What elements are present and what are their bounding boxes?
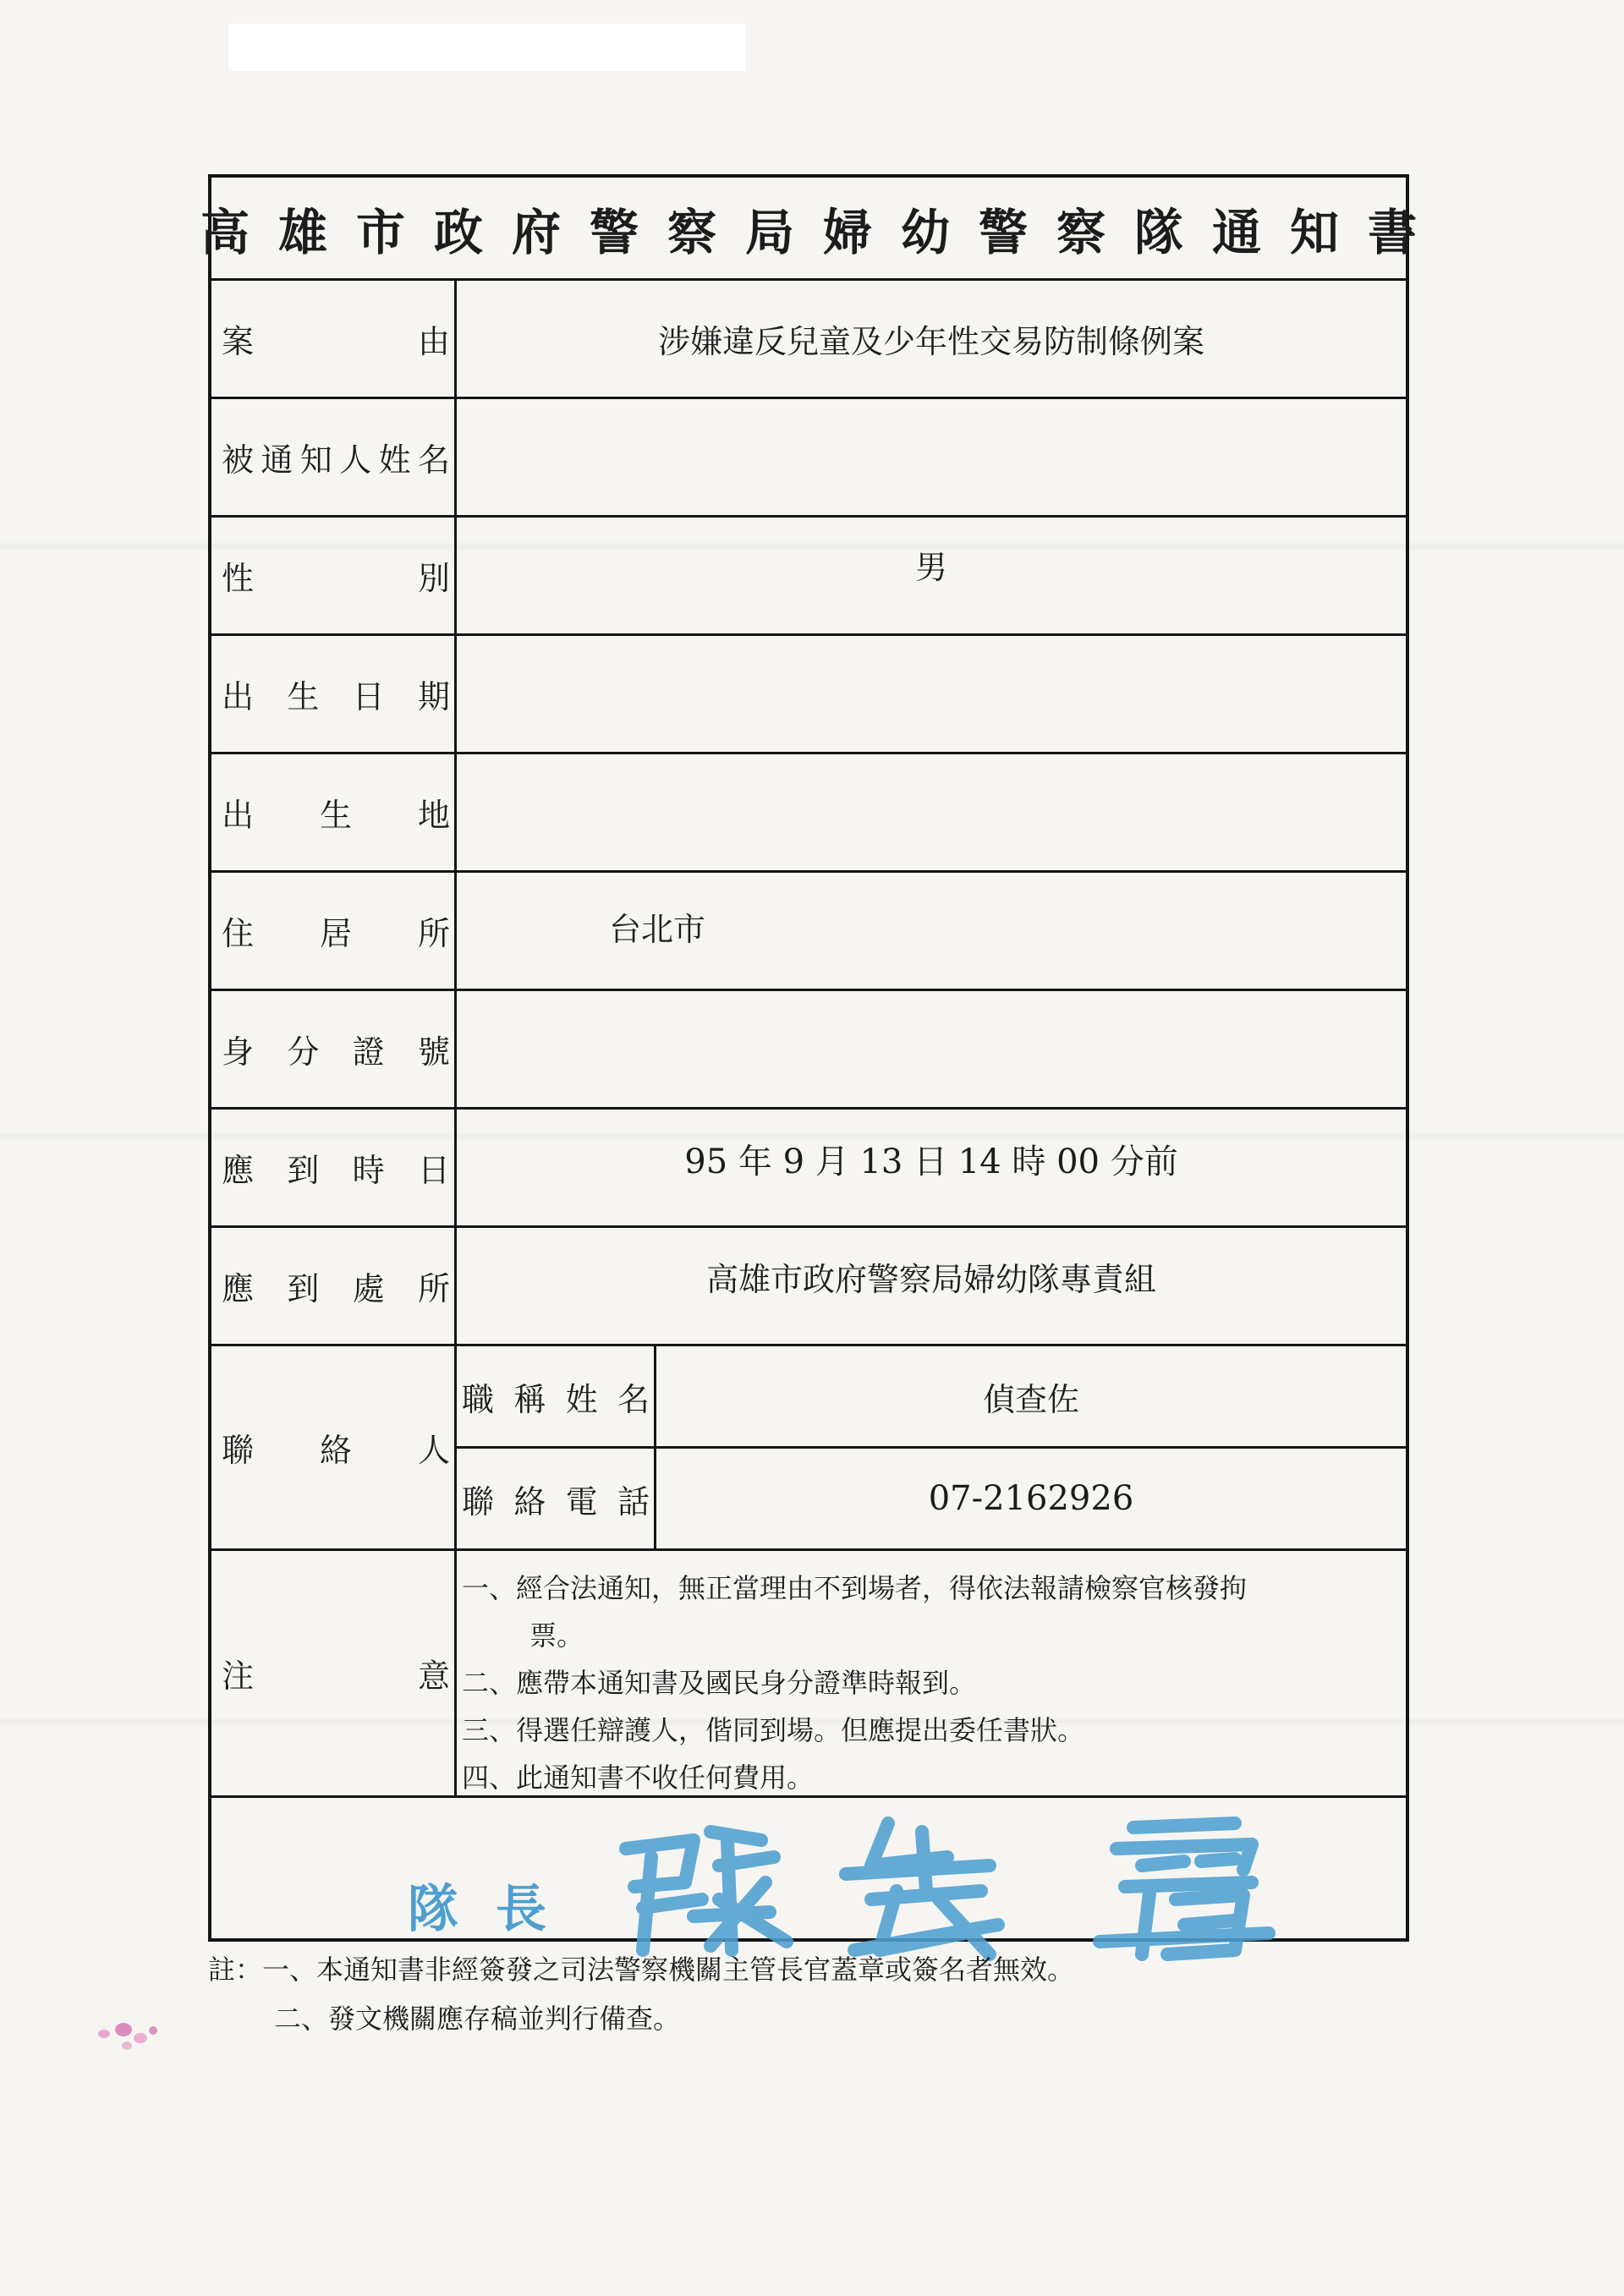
value-case-reason: 涉嫌違反兒童及少年性交易防制條例案	[657, 323, 1204, 360]
label-cell	[211, 636, 457, 752]
label-contact	[222, 1424, 450, 1471]
notice-item	[462, 1659, 1406, 1707]
signature-title: 隊長	[408, 1880, 584, 1939]
sub-label-cell	[457, 1346, 656, 1446]
label-char: 被	[222, 441, 255, 479]
label-cell	[211, 399, 457, 515]
label-char: 生	[319, 797, 352, 834]
label-cell	[211, 1346, 457, 1548]
label-char: 稱	[513, 1380, 546, 1418]
value-birth-date	[457, 636, 1406, 752]
sub-label-cell	[457, 1449, 656, 1548]
label-birth-date	[222, 671, 450, 717]
notice-text: 應帶本通知書及國民身分證準時報到。	[516, 1667, 977, 1699]
label-residence	[222, 907, 450, 954]
label-birth-place	[222, 789, 450, 836]
label-id-number	[222, 1026, 450, 1072]
row-appear-datetime	[211, 1110, 1406, 1228]
label-char: 通	[261, 441, 294, 479]
value-appear-place: 高雄市政府警察局婦幼隊專責組	[705, 1261, 1156, 1298]
notice-item	[462, 1754, 1406, 1801]
label-cell	[211, 518, 457, 633]
notice-list	[457, 1551, 1406, 1795]
label-char: 意	[417, 1658, 450, 1695]
row-gender	[211, 518, 1406, 636]
label-notified-name	[222, 434, 450, 480]
footnote-text: 二、發文機關應存稿並判行備查。	[274, 2003, 681, 2035]
contact-phone-row	[457, 1449, 1406, 1548]
notice-continuation: 票。	[529, 1619, 584, 1652]
label-notice	[222, 1650, 450, 1696]
label-char: 號	[417, 1033, 450, 1071]
contact-title-row	[457, 1346, 1406, 1449]
footnote-text: 一、本通知書非經簽發之司法警察機關主管長官蓋章或簽名者無效。	[262, 1954, 1075, 1986]
ink-smudge	[90, 2013, 174, 2063]
row-residence	[211, 873, 1406, 991]
label-char: 案	[222, 323, 255, 360]
row-signature	[211, 1798, 1406, 1942]
label-cell	[211, 281, 457, 397]
row-appear-place	[211, 1228, 1406, 1346]
label-char: 所	[417, 915, 450, 952]
document-title: 高雄市政府警察局婦幼警察隊通知書	[200, 203, 1446, 261]
label-char: 時	[352, 1152, 385, 1189]
label-char: 姓	[378, 441, 411, 479]
notice-item	[462, 1564, 1406, 1612]
label-char: 名	[617, 1380, 650, 1418]
notice-number: 三、	[462, 1714, 517, 1746]
label-char: 職	[462, 1380, 495, 1418]
title-row	[200, 178, 1446, 281]
label-char: 證	[352, 1033, 385, 1071]
row-case-reason	[211, 281, 1406, 399]
row-birth-date	[211, 636, 1406, 754]
label-case-reason	[222, 315, 450, 362]
label-appear-datetime	[222, 1144, 450, 1191]
value-residence: 台北市	[609, 911, 706, 948]
label-char: 聯	[462, 1482, 495, 1521]
label-char: 處	[352, 1270, 385, 1307]
label-char: 電	[565, 1482, 598, 1521]
label-gender	[222, 552, 450, 599]
label-title-name	[462, 1373, 650, 1420]
row-notified-name	[211, 399, 1406, 518]
label-appear-place	[222, 1263, 450, 1309]
label-cell	[211, 1551, 457, 1795]
label-char: 絡	[513, 1482, 546, 1521]
label-char: 注	[222, 1658, 255, 1695]
label-cell	[211, 754, 457, 870]
label-char: 人	[417, 1432, 450, 1469]
label-char: 應	[222, 1270, 255, 1307]
notice-text: 經合法通知，無正當理由不到場者，得依法報請檢察官核發拘	[516, 1572, 1248, 1604]
notice-number: 一、	[462, 1572, 517, 1604]
label-phone	[462, 1476, 650, 1522]
label-char: 日	[352, 678, 385, 715]
label-char: 所	[417, 1270, 450, 1307]
label-char: 應	[222, 1152, 255, 1189]
footnotes	[208, 1945, 1426, 2043]
label-char: 性	[222, 560, 255, 597]
label-cell	[211, 1228, 457, 1344]
label-char: 出	[222, 678, 255, 715]
label-char: 姓	[565, 1380, 598, 1418]
notice-text: 得選任辯護人，偕同到場。但應提出委任書狀。	[516, 1714, 1085, 1746]
label-cell	[211, 873, 457, 989]
row-id-number	[211, 991, 1406, 1110]
value-id-number	[457, 991, 1406, 1107]
value-gender: 男	[914, 549, 947, 586]
label-char: 人	[339, 441, 372, 479]
label-char: 居	[319, 915, 352, 952]
row-notice	[211, 1551, 1406, 1798]
label-cell	[211, 1110, 457, 1225]
value-birth-place	[457, 754, 1406, 870]
label-cell	[211, 991, 457, 1107]
notice-item	[462, 1707, 1406, 1754]
label-char: 聯	[222, 1432, 255, 1469]
footnote-line	[208, 1994, 1426, 2043]
value-appear-datetime: 95 年 9 月 13 日 14 時 00 分前	[684, 1143, 1178, 1181]
notice-number: 四、	[462, 1762, 517, 1794]
notice-text: 此通知書不收任何費用。	[516, 1762, 815, 1794]
footnote-line	[208, 1945, 1426, 1994]
signature-stamp	[592, 1806, 1370, 1967]
label-char: 出	[222, 797, 255, 834]
footnote-prefix: 註：	[208, 1954, 263, 1986]
notice-number: 二、	[462, 1667, 517, 1699]
label-char: 身	[222, 1033, 255, 1071]
value-phone: 07-2162926	[928, 1479, 1134, 1518]
label-char: 到	[287, 1152, 320, 1189]
label-char: 話	[617, 1482, 650, 1521]
label-char: 日	[417, 1152, 450, 1189]
row-birth-place	[211, 754, 1406, 873]
value-title-name: 偵查佐	[982, 1380, 1079, 1418]
row-contact	[211, 1346, 1406, 1551]
label-char: 到	[287, 1270, 320, 1307]
label-char: 由	[417, 323, 450, 360]
notice-form	[200, 174, 1446, 1942]
label-char: 別	[417, 560, 450, 597]
value-notified-name	[457, 399, 1406, 515]
scan-blank-patch	[228, 24, 746, 71]
label-char: 絡	[319, 1432, 352, 1469]
label-char: 期	[417, 678, 450, 715]
label-char: 住	[222, 915, 255, 952]
label-char: 分	[287, 1033, 320, 1071]
label-char: 知	[299, 441, 332, 479]
label-char: 生	[287, 678, 320, 715]
label-char: 名	[417, 441, 450, 479]
label-char: 地	[417, 797, 450, 834]
